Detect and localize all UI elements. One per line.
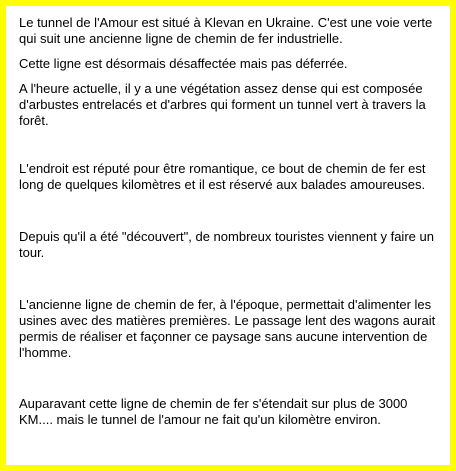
paragraph-line: long de quelques kilomètres et il est réservé aux balades amoureuses.	[19, 177, 426, 192]
paragraph-line: A l'heure actuelle, il y a une végétation assez dense qui est composée	[19, 81, 423, 96]
paragraph-3	[19, 81, 438, 129]
paragraph-line: Le tunnel de l'Amour est situé à Klevan en Ukraine. C'est une voie verte	[19, 15, 433, 30]
paragraph-line: Depuis qu'il a été "découvert", de nombreux touristes viennent y faire un	[19, 229, 434, 244]
paragraph-line: d'arbustes entrelacés et d'arbres qui forment un tunnel vert à travers la	[19, 97, 426, 112]
paragraph-2	[19, 56, 438, 72]
paragraph-4	[19, 161, 438, 193]
paragraph-line: usines avec des matières premières. Le passage lent des wagons aurait	[19, 313, 436, 328]
paragraph-6	[19, 297, 438, 361]
paragraph-line: tour.	[19, 245, 45, 260]
paragraph-1	[19, 15, 438, 47]
paragraph-line: KM.... mais le tunnel de l'amour ne fait qu'un kilomètre environ.	[19, 412, 381, 427]
paragraph-line: Cette ligne est désormais désaffectée mais pas déferrée.	[19, 56, 348, 71]
paragraph-line: permis de réaliser et façonner ce paysage sans aucune intervention de	[19, 329, 428, 344]
paragraph-line: Auparavant cette ligne de chemin de fer s'étendait sur plus de 3000	[19, 396, 408, 411]
paragraph-7	[19, 396, 438, 428]
paragraph-line: l'homme.	[19, 345, 72, 360]
paragraph-line: L'ancienne ligne de chemin de fer, à l'époque, permettait d'alimenter les	[19, 297, 432, 312]
paragraph-line: forêt.	[19, 113, 49, 128]
paragraph-line: L'endroit est réputé pour être romantique, ce bout de chemin de fer est	[19, 161, 426, 176]
paragraph-line: qui suit une ancienne ligne de chemin de fer industrielle.	[19, 31, 343, 46]
paragraph-5	[19, 229, 438, 261]
